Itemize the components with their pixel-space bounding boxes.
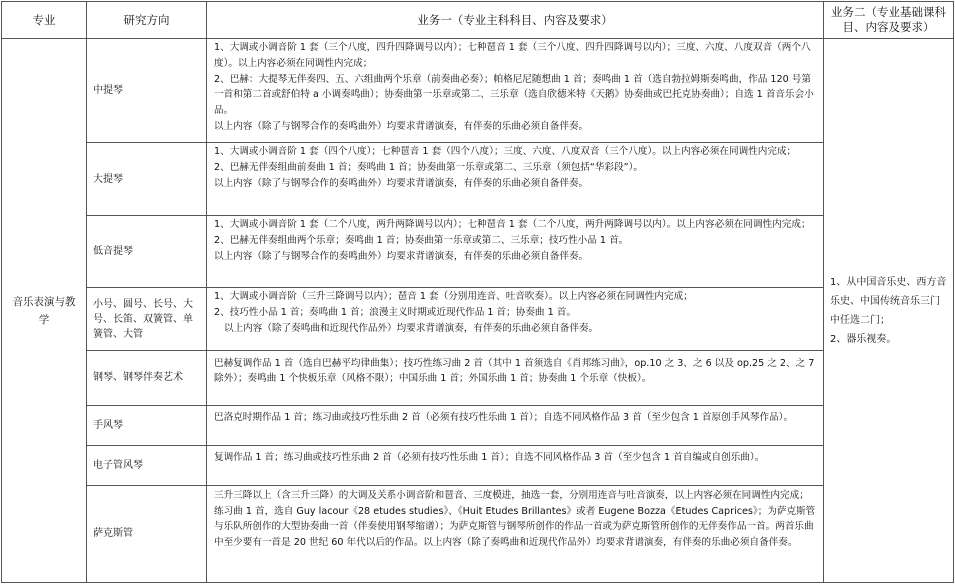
table-row [2, 39, 954, 143]
major-cell: 音乐表演与教学 [2, 39, 87, 583]
requirement-item: 1、大调或小调音阶 1 套（二个八度，两升两降调号以内）；七种琶音 1 套（二个八度，两升两降调号以内）。以上内容必须在同调性内完成； [214, 219, 811, 231]
requirement-item: 三升三降以上（含三升三降）的大调及关系小调音阶和琶音、三度模进，抽选一套，分别用连音与吐音演奏，以上内容必须在同调性内完成；练习曲 1 首，选自 Guy lacour《28 etudes studies》、《Huit Etudes Brillantes》或者 Eugene Bozza《Etudes Caprices》；为萨克斯管与乐队所创作的大型协奏曲一首（伴奏使用钢琴缩谱）；为萨克斯管与钢琴所创作的作品一首或为萨克斯管所创作的无伴奏作品一首。两首乐曲中至少要有一首是 20 世纪 60 年代以后的作品。以上内容（除了奏鸣曲和近现代作品外）均要求背谱演奏，有伴奏的乐曲必须自备伴奏。 [214, 489, 816, 549]
table-row [2, 485, 954, 582]
table-row [2, 288, 954, 350]
requirement-item: 1、大调或小调音阶（三升三降调号以内）；琶音 1 套（分别用连音、吐音吹奏）。以上内容必须在同调性内完成； [214, 291, 693, 303]
header-row [2, 2, 954, 39]
requirements-cell [207, 216, 824, 288]
requirement-item: 2、技巧性小品 1 首；奏鸣曲 1 首；浪漫主义时期或近现代作品 1 首；协奏曲 1 首。 [214, 307, 576, 319]
requirements-cell [207, 39, 824, 143]
requirement-item: 巴赫复调作品 1 首（选自巴赫平均律曲集）；技巧性练习曲 2 首（其中 1 首须选自《肖邦练习曲》，op.10 之 3、之 6 以及 op.25 之 2、之 7 除外）；奏鸣曲 1 个快板乐章（风格不限）；中国乐曲 1 首；外国乐曲 1 首；协奏曲 1 个乐章（快板）。 [214, 357, 815, 385]
requirement-item: 1、大调或小调音阶 1 套（四个八度）；七种琶音 1 套（四个八度）；三度、六度、八度双音（三个八度）。以上内容必须在同调性内完成； [214, 146, 797, 158]
requirements-cell [207, 445, 824, 485]
requirements-cell [207, 485, 824, 582]
requirements-cell [207, 350, 824, 405]
requirements-cell [207, 288, 824, 350]
direction-cell: 大提琴 [87, 143, 207, 216]
requirement-item: 2、巴赫无伴奏组曲两个乐章；奏鸣曲 1 首；协奏曲第一乐章或第二、三乐章；技巧性小品 1 首。 [214, 235, 629, 247]
direction-cell: 中提琴 [87, 39, 207, 143]
business2-item: 1、从中国音乐史、西方音乐史、中国传统音乐三门中任选二门； [830, 276, 947, 326]
header-business1: 业务一（专业主科科目、内容及要求） [207, 2, 824, 39]
requirement-note: 以上内容（除了奏鸣曲和近现代作品外）均要求背谱演奏，有伴奏的乐曲必须自备伴奏。 [224, 323, 599, 335]
requirement-item: 2、巴赫无伴奏组曲前奏曲 1 首；奏鸣曲 1 首；协奏曲第一乐章或第二、三乐章（须包括“华彩段”）。 [214, 162, 643, 174]
requirement-item: 1、大调或小调音阶 1 套（三个八度，四升四降调号以内）；七种琶音 1 套（三个八度、四升四降调号以内）；三度、六度、八度双音（两个八度）。以上内容必须在同调性内完成； [214, 42, 811, 69]
header-direction: 研究方向 [87, 2, 207, 39]
direction-cell: 手风琴 [87, 405, 207, 445]
table-row [2, 216, 954, 288]
requirement-item: 复调作品 1 首；练习曲或技巧性乐曲 2 首（必须有技巧性乐曲 1 首）；自选不同风格作品 3 首（至少包含 1 首自编或自创乐曲）。 [214, 451, 765, 463]
header-major: 专业 [2, 2, 87, 39]
header-business2: 业务二（专业基础课科目、内容及要求） [824, 2, 954, 39]
business2-item: 2、器乐视奏。 [830, 333, 897, 345]
table-row [2, 143, 954, 216]
business2-cell [824, 39, 954, 583]
table-row [2, 405, 954, 445]
requirement-note: 以上内容（除了与钢琴合作的奏鸣曲外）均要求背谱演奏，有伴奏的乐曲必须自备伴奏。 [214, 177, 589, 189]
admission-requirements-table [1, 1, 954, 583]
requirement-note: 以上内容（除了与钢琴合作的奏鸣曲外）均要求背谱演奏，有伴奏的乐曲必须自备伴奏。 [214, 121, 589, 133]
direction-cell: 低音提琴 [87, 216, 207, 288]
requirement-item: 2、巴赫：大提琴无伴奏四、五、六组曲两个乐章（前奏曲必奏）；帕格尼尼随想曲 1 首；奏鸣曲 1 首（选自勃拉姆斯奏鸣曲，作品 120 号第一首和第二首或舒伯特 a 小调奏鸣曲）；协奏曲第一乐章或第二、三乐章（选自欣德米特《天鹅》协奏曲或巴托克协奏曲）；自选 1 首音乐会小品。 [214, 73, 814, 117]
direction-cell: 小号、圆号、长号、大号、长笛、双簧管、单簧管、大管 [87, 288, 207, 350]
requirement-item: 巴洛克时期作品 1 首；练习曲或技巧性乐曲 2 首（必须有技巧性乐曲 1 首）；自选不同风格作品 3 首（至少包含 1 首原创手风琴作品）。 [214, 411, 794, 423]
direction-cell: 萨克斯管 [87, 485, 207, 582]
direction-cell: 电子管风琴 [87, 445, 207, 485]
direction-cell: 钢琴、钢琴伴奏艺术 [87, 350, 207, 405]
requirements-cell [207, 143, 824, 216]
requirement-note: 以上内容（除了与钢琴合作的奏鸣曲外）均要求背谱演奏，有伴奏的乐曲必须自备伴奏。 [214, 250, 589, 262]
requirements-cell [207, 405, 824, 445]
table-row [2, 350, 954, 405]
table-row [2, 445, 954, 485]
